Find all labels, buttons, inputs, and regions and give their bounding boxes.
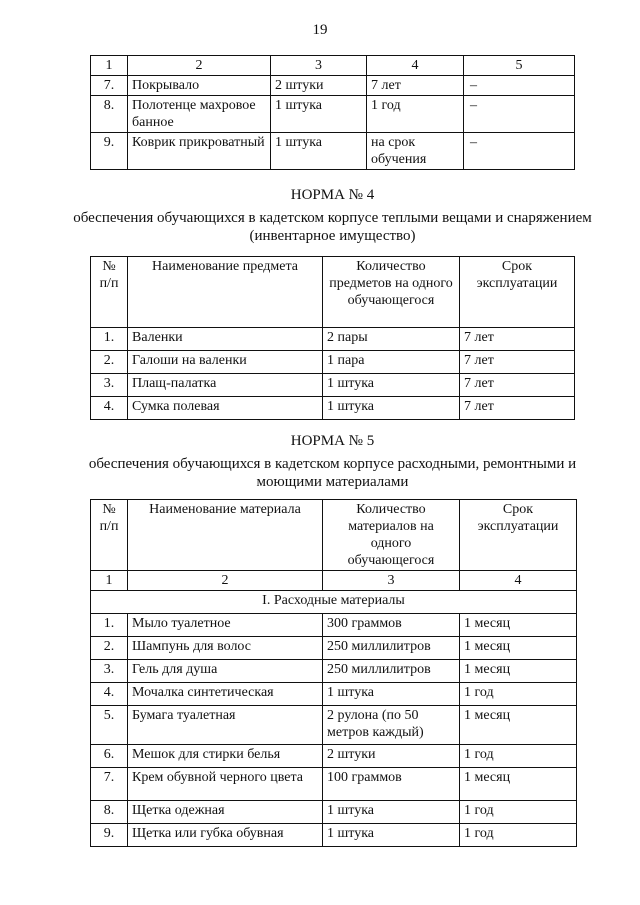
row-number: 8. (91, 801, 128, 824)
item-name: Сумка полевая (128, 397, 323, 420)
header-cell: 2 (128, 56, 271, 76)
table-row (91, 374, 575, 397)
item-note: – (464, 96, 575, 133)
item-quantity: 1 штука (323, 397, 460, 420)
table-row (91, 745, 577, 768)
item-quantity: 1 штука (323, 374, 460, 397)
item-quantity: 100 граммов (323, 768, 460, 801)
item-name: Гель для душа (128, 660, 323, 683)
header-cell: № п/п (91, 257, 128, 328)
table-row (91, 637, 577, 660)
header-cell: Наименование предмета (128, 257, 323, 328)
item-term: 1 год (460, 683, 577, 706)
table-row (91, 768, 577, 801)
row-number: 5. (91, 706, 128, 745)
item-quantity: 1 штука (271, 133, 367, 170)
table-row (91, 706, 577, 745)
item-term: 7 лет (367, 76, 464, 96)
column-number: 3 (323, 571, 460, 591)
item-quantity: 250 миллилитров (323, 660, 460, 683)
item-quantity: 1 штука (271, 96, 367, 133)
section-title: I. Расходные материалы (91, 591, 577, 614)
item-term: на срок обучения (367, 133, 464, 170)
table-row (91, 660, 577, 683)
column-number-row (91, 571, 577, 591)
item-term: 7 лет (460, 374, 575, 397)
item-quantity: 1 штука (323, 683, 460, 706)
item-name: Щетка одежная (128, 801, 323, 824)
item-term: 1 год (367, 96, 464, 133)
table-header-row (91, 257, 575, 328)
norm5-subtitle: обеспечения обучающихся в кадетском корпусе расходными, ремонтными и моющими материалами (88, 456, 577, 490)
item-name: Полотенце махровое банное (128, 96, 271, 133)
norm4-heading (60, 186, 605, 245)
header-cell: Количество материалов на одного обучающегося (323, 500, 460, 571)
row-number: 1. (91, 614, 128, 637)
item-quantity: 300 граммов (323, 614, 460, 637)
item-quantity: 2 штуки (271, 76, 367, 96)
table-row (91, 683, 577, 706)
row-number: 6. (91, 745, 128, 768)
item-term: 1 месяц (460, 614, 577, 637)
item-name: Коврик прикроватный (128, 133, 271, 170)
header-cell: Количество предметов на одного обучающегося (323, 257, 460, 328)
norm5-heading (60, 432, 605, 491)
norm4-title: НОРМА № 4 (290, 187, 375, 203)
item-name: Шампунь для волос (128, 637, 323, 660)
header-cell: 1 (91, 56, 128, 76)
table-row (91, 96, 575, 133)
item-quantity: 250 миллилитров (323, 637, 460, 660)
row-number: 7. (91, 76, 128, 96)
row-number: 8. (91, 96, 128, 133)
table-row (91, 614, 577, 637)
row-number: 3. (91, 374, 128, 397)
table-row (91, 76, 575, 96)
item-note: – (464, 133, 575, 170)
header-cell: Наименование материала (128, 500, 323, 571)
row-number: 2. (91, 637, 128, 660)
item-quantity: 1 штука (323, 801, 460, 824)
item-term: 1 месяц (460, 637, 577, 660)
item-quantity: 1 штука (323, 824, 460, 847)
column-number: 2 (128, 571, 323, 591)
table-row (91, 824, 577, 847)
item-term: 1 месяц (460, 660, 577, 683)
row-number: 4. (91, 683, 128, 706)
table-header-row (91, 500, 577, 571)
column-number: 1 (91, 571, 128, 591)
table-row (91, 328, 575, 351)
item-name: Щетка или губка обувная (128, 824, 323, 847)
table-header-row (91, 56, 575, 76)
item-term: 1 год (460, 745, 577, 768)
norm5-title: НОРМА № 5 (290, 433, 375, 449)
header-cell: № п/п (91, 500, 128, 571)
section-row (91, 591, 577, 614)
item-name: Покрывало (128, 76, 271, 96)
item-note: – (464, 76, 575, 96)
row-number: 2. (91, 351, 128, 374)
table-row (91, 397, 575, 420)
item-term: 1 месяц (460, 768, 577, 801)
item-quantity: 2 рулона (по 50 метров каждый) (323, 706, 460, 745)
row-number: 9. (91, 133, 128, 170)
item-name: Бумага туалетная (128, 706, 323, 745)
item-term: 1 год (460, 824, 577, 847)
item-term: 7 лет (460, 397, 575, 420)
item-term: 1 месяц (460, 706, 577, 745)
item-quantity: 2 пары (323, 328, 460, 351)
header-cell: Срок эксплуатации (460, 257, 575, 328)
header-cell: 5 (464, 56, 575, 76)
page-number: 19 (312, 22, 328, 38)
item-name: Валенки (128, 328, 323, 351)
table-row (91, 801, 577, 824)
row-number: 9. (91, 824, 128, 847)
item-name: Мыло туалетное (128, 614, 323, 637)
row-number: 4. (91, 397, 128, 420)
row-number: 1. (91, 328, 128, 351)
norm4-table (90, 256, 575, 420)
item-name: Мочалка синтетическая (128, 683, 323, 706)
row-number: 3. (91, 660, 128, 683)
item-quantity: 2 штуки (323, 745, 460, 768)
item-quantity: 1 пара (323, 351, 460, 374)
column-number: 4 (460, 571, 577, 591)
row-number: 7. (91, 768, 128, 801)
item-name: Мешок для стирки белья (128, 745, 323, 768)
item-name: Плащ-палатка (128, 374, 323, 397)
table-row (91, 351, 575, 374)
norm5-table (90, 499, 577, 847)
item-name: Крем обувной черного цвета (128, 768, 323, 801)
item-term: 7 лет (460, 351, 575, 374)
item-name: Галоши на валенки (128, 351, 323, 374)
norm4-subtitle: обеспечения обучающихся в кадетском корпусе теплыми вещами и снаряжением (инвентарное имущество) (73, 210, 592, 244)
header-cell: 3 (271, 56, 367, 76)
item-term: 7 лет (460, 328, 575, 351)
table-row (91, 133, 575, 170)
header-cell: Срок эксплуатации (460, 500, 577, 571)
continuation-table (90, 55, 575, 170)
header-cell: 4 (367, 56, 464, 76)
item-term: 1 год (460, 801, 577, 824)
